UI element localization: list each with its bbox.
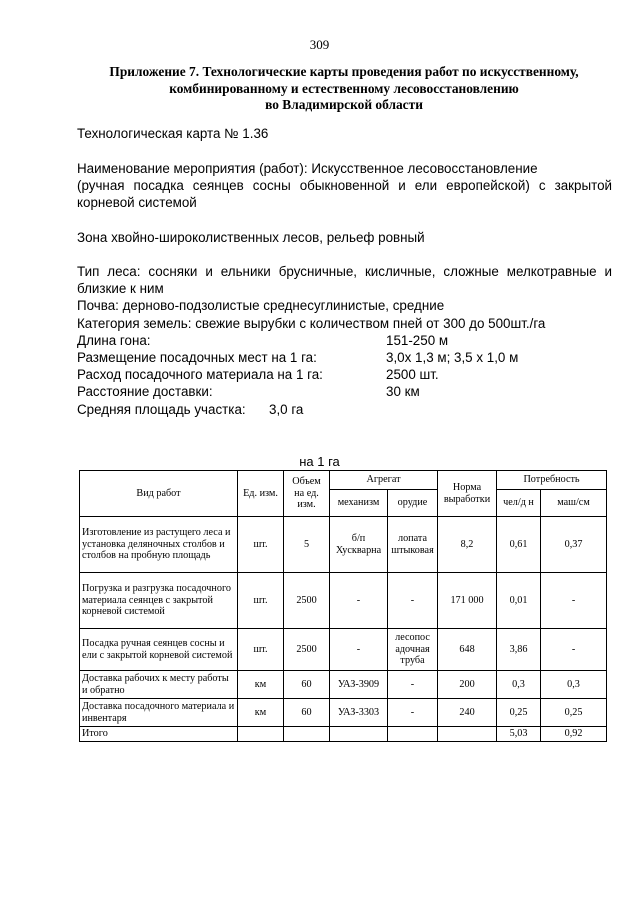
zone-text: Зона хвойно-широколиственных лесов, рельеф ровный (77, 230, 425, 245)
site-conditions (77, 263, 612, 418)
cell-mechanism: - (330, 629, 388, 671)
cell-machine-shifts: 0,37 (541, 517, 607, 573)
cell-volume: 2500 (284, 573, 330, 629)
area-label: Средняя площадь участка: (77, 401, 246, 417)
cell-tool: лопата штыковая (388, 517, 438, 573)
cell-volume: 2500 (284, 629, 330, 671)
table-row (80, 671, 607, 699)
total-machine-shifts: 0,92 (541, 727, 607, 742)
area-row (77, 401, 612, 418)
cell-machine-shifts: - (541, 629, 607, 671)
cell-tool: - (388, 671, 438, 699)
header-tool: орудие (388, 490, 438, 517)
unit-label: на 1 га (299, 454, 340, 469)
activity-line-1: Наименование мероприятия (работ): Искусственное лесовосстановление (77, 161, 538, 176)
param-value: 3,0х 1,3 м; 3,5 х 1,0 м (386, 350, 519, 365)
cell-man-days: 0,01 (497, 573, 541, 629)
cell-mechanism: УАЗ-3909 (330, 671, 388, 699)
param-label: Расстояние доставки: (77, 384, 213, 400)
param-label: Размещение посадочных мест на 1 га: (77, 350, 317, 365)
land-category: Категория земель: свежие вырубки с количеством пней от 300 до 500шт./га (77, 315, 546, 331)
title-line-3: во Владимирской области (265, 97, 423, 112)
cell-man-days: 3,86 (497, 629, 541, 671)
cell-work: Погрузка и разгрузка посадочного материала сеянцев с закрытой корневой системой (80, 573, 238, 629)
header-need: Потребность (497, 471, 607, 490)
param-value: 151-250 м (386, 332, 449, 348)
title-line-2: комбинированному и естественному лесовосстановлению (169, 80, 519, 96)
param-value: 30 км (386, 384, 420, 400)
header-machine-shifts: маш/см (541, 490, 607, 517)
forest-type: Тип леса: сосняки и ельники брусничные, кисличные, сложные мелкотравные и близкие к ним (77, 264, 612, 297)
header-aggregate: Агрегат (330, 471, 438, 490)
total-man-days: 5,03 (497, 727, 541, 742)
cell-norm: 8,2 (438, 517, 497, 573)
param-row (77, 383, 612, 400)
title-line-1: Приложение 7. Технологические карты проведения работ по искусственному, (109, 64, 579, 79)
cell-norm: 171 000 (438, 573, 497, 629)
cell-norm: 240 (438, 699, 497, 727)
cell-volume: 60 (284, 671, 330, 699)
header-man-days: чел/д н (497, 490, 541, 517)
cell-tool: - (388, 699, 438, 727)
header-unit: Ед. изм. (238, 471, 284, 517)
cell-tool: лесопос адочная труба (388, 629, 438, 671)
empty-cell (438, 727, 497, 742)
activity-line-2: (ручная посадка сеянцев сосны обыкновенной и ели европейской) с закрытой корневой системой (77, 178, 612, 211)
param-row (77, 349, 612, 366)
table-row (80, 517, 607, 573)
cell-work: Доставка посадочного материала и инвентаря (80, 699, 238, 727)
cell-machine-shifts: - (541, 573, 607, 629)
param-row (77, 366, 612, 383)
cell-machine-shifts: 0,3 (541, 671, 607, 699)
table-row (80, 629, 607, 671)
param-label: Длина гона: (77, 332, 151, 348)
cell-unit: км (238, 699, 284, 727)
table-total-row (80, 727, 607, 742)
cell-mechanism: УАЗ-3303 (330, 699, 388, 727)
empty-cell (388, 727, 438, 742)
header-volume: Объем на ед. изм. (284, 471, 330, 517)
param-value: 2500 шт. (386, 367, 439, 383)
cell-man-days: 0,25 (497, 699, 541, 727)
technology-table (79, 470, 607, 742)
card-title: Технологическая карта № 1.36 (77, 126, 269, 141)
total-label: Итого (80, 727, 238, 742)
cell-machine-shifts: 0,25 (541, 699, 607, 727)
area-value: 3,0 га (269, 401, 304, 417)
cell-volume: 60 (284, 699, 330, 727)
cell-work: Изготовление из растущего леса и установка деляночных столбов и столбов на пробную площадь (80, 517, 238, 573)
table-row (80, 699, 607, 727)
cell-unit: шт. (238, 517, 284, 573)
empty-cell (238, 727, 284, 742)
cell-man-days: 0,3 (497, 671, 541, 699)
empty-cell (284, 727, 330, 742)
cell-norm: 648 (438, 629, 497, 671)
cell-unit: шт. (238, 629, 284, 671)
table-row (80, 573, 607, 629)
cell-unit: шт. (238, 573, 284, 629)
page-number: 309 (309, 37, 330, 52)
activity-block (77, 160, 612, 212)
cell-tool: - (388, 573, 438, 629)
cell-norm: 200 (438, 671, 497, 699)
param-label: Расход посадочного материала на 1 га: (77, 367, 323, 383)
cell-mechanism: б/п Хускварна (330, 517, 388, 573)
document-title (76, 64, 612, 114)
header-norm: Норма выработки (438, 471, 497, 517)
soil-type: Почва: дерново-подзолистые среднесуглинистые, средние (77, 298, 445, 314)
cell-man-days: 0,61 (497, 517, 541, 573)
header-mechanism: механизм (330, 490, 388, 517)
cell-volume: 5 (284, 517, 330, 573)
cell-work: Посадка ручная сеянцев сосны и ели с закрытой корневой системой (80, 629, 238, 671)
empty-cell (330, 727, 388, 742)
cell-mechanism: - (330, 573, 388, 629)
param-row (77, 332, 612, 349)
cell-work: Доставка рабочих к месту работы и обратно (80, 671, 238, 699)
cell-unit: км (238, 671, 284, 699)
header-work-type: Вид работ (80, 471, 238, 517)
